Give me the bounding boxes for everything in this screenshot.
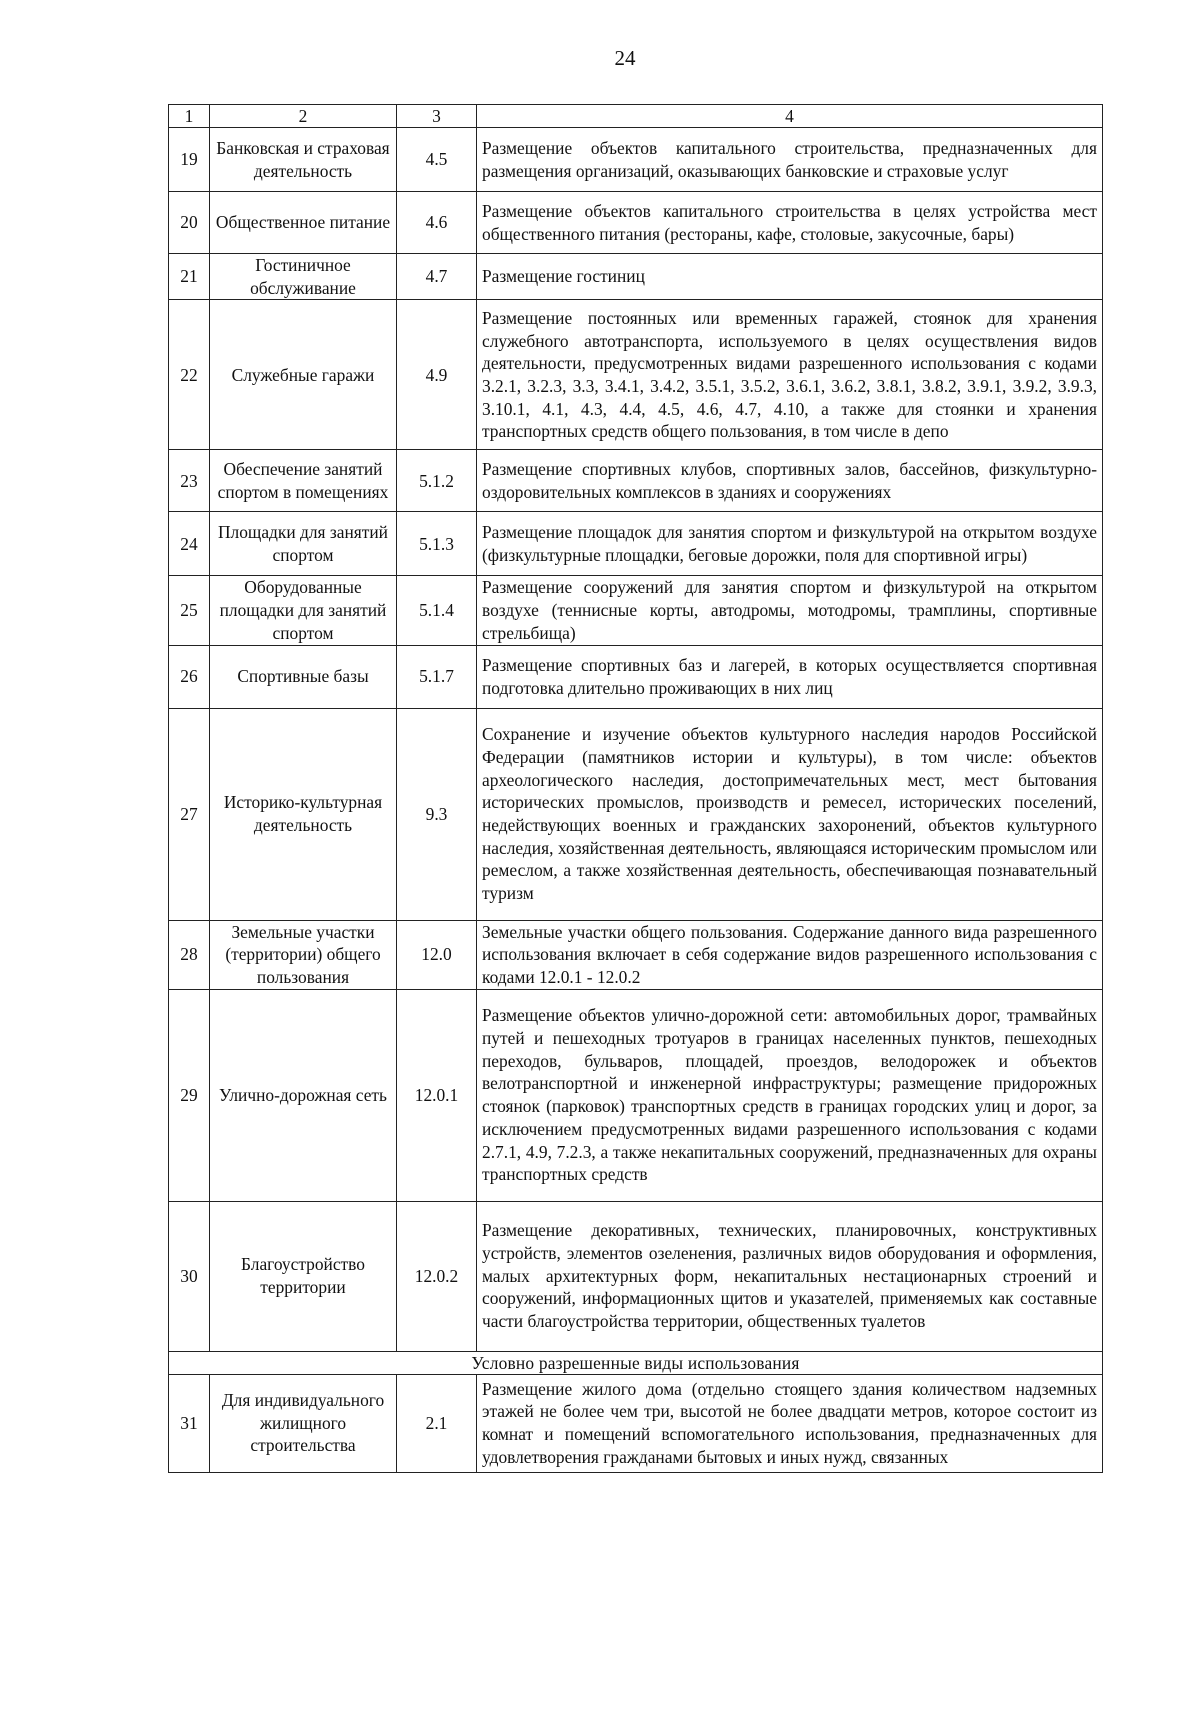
- row-use-code: 9.3: [397, 708, 477, 920]
- row-use-code: 5.1.4: [397, 576, 477, 645]
- row-number: 21: [169, 254, 210, 300]
- row-use-name: Служебные гаражи: [210, 300, 397, 450]
- row-use-name: Банковская и страховая деятельность: [210, 128, 397, 192]
- row-use-code: 12.0.2: [397, 1201, 477, 1351]
- header-col-2: 2: [210, 105, 397, 128]
- row-number: 20: [169, 192, 210, 254]
- row-number: 19: [169, 128, 210, 192]
- table-row: [169, 192, 1103, 254]
- row-description: Размещение постоянных или временных гаражей, стоянок для хранения служебного автотранспорта, используемого в целях осуществления видов деятельности, предусмотренных видами разрешенного использования с кодами 3.2.1, 3.2.3, 3.3, 3.4.1, 3.4.2, 3.5.1, 3.5.2, 3.6.1, 3.6.2, 3.8.1, 3.8.2, 3.9.1, 3.9.2, 3.9.3, 3.10.1, 4.1, 4.3, 4.4, 4.5, 4.6, 4.7, 4.10, а также для стоянки и хранения транспортных средств общего пользования, в том числе в депо: [477, 300, 1103, 450]
- row-use-name: Обеспечение занятий спортом в помещениях: [210, 450, 397, 512]
- row-description: Размещение спортивных баз и лагерей, в которых осуществляется спортивная подготовка длительно проживающих в них лиц: [477, 645, 1103, 708]
- table-row: [169, 300, 1103, 450]
- table-row: [169, 1201, 1103, 1351]
- row-description: Размещение объектов улично-дорожной сети: автомобильных дорог, трамвайных путей и пешеходных тротуаров в границах населенных пунктов, пешеходных переходов, бульваров, площадей, проездов, велодорожек и объектов велотранспортной и инженерной инфраструктуры; размещение придорожных стоянок (парковок) транспортных средств в границах городских улиц и дорог, за исключением предусмотренных видами разрешенного использования с кодами 2.7.1, 4.9, 7.2.3, а также некапитальных сооружений, предназначенных для охраны транспортных средств: [477, 989, 1103, 1201]
- header-col-3: 3: [397, 105, 477, 128]
- row-description: Размещение спортивных клубов, спортивных залов, бассейнов, физкультурно-оздоровительных комплексов в зданиях и сооружениях: [477, 450, 1103, 512]
- row-number: 22: [169, 300, 210, 450]
- table-row: [169, 989, 1103, 1201]
- row-use-code: 4.9: [397, 300, 477, 450]
- row-use-code: 5.1.3: [397, 512, 477, 576]
- table-row: [169, 450, 1103, 512]
- header-col-4: 4: [477, 105, 1103, 128]
- table-row: [169, 512, 1103, 576]
- row-description: Размещение объектов капитального строительства, предназначенных для размещения организаций, оказывающих банковские и страховые услуг: [477, 128, 1103, 192]
- table-row: [169, 645, 1103, 708]
- row-number: 28: [169, 920, 210, 989]
- row-use-name: Для индивидуального жилищного строительства: [210, 1374, 397, 1472]
- row-use-name: Гостиничное обслуживание: [210, 254, 397, 300]
- row-number: 29: [169, 989, 210, 1201]
- row-number: 25: [169, 576, 210, 645]
- row-description: Размещение площадок для занятия спортом и физкультурой на открытом воздухе (физкультурные площадки, беговые дорожки, поля для спортивной игры): [477, 512, 1103, 576]
- table-row: [169, 1374, 1103, 1472]
- row-use-code: 12.0.1: [397, 989, 477, 1201]
- row-description: Размещение гостиниц: [477, 254, 1103, 300]
- row-description: Размещение декоративных, технических, планировочных, конструктивных устройств, элементов озеленения, различных видов оборудования и оформления, малых архитектурных форм, некапитальных нестационарных строений и сооружений, информационных щитов и указателей, применяемых как составные части благоустройства территории, общественных туалетов: [477, 1201, 1103, 1351]
- row-description: Размещение жилого дома (отдельно стоящего здания количеством надземных этажей не более чем три, высотой не более двадцати метров, которое состоит из комнат и помещений вспомогательного использования, предназначенных для удовлетворения гражданами бытовых и иных нужд, связанных: [477, 1374, 1103, 1472]
- row-description: Размещение сооружений для занятия спортом и физкультурой на открытом воздухе (теннисные корты, автодромы, мотодромы, трамплины, спортивные стрельбища): [477, 576, 1103, 645]
- row-description: Размещение объектов капитального строительства в целях устройства мест общественного питания (рестораны, кафе, столовые, закусочные, бары): [477, 192, 1103, 254]
- row-use-name: Оборудованные площадки для занятий спортом: [210, 576, 397, 645]
- row-use-name: Улично-дорожная сеть: [210, 989, 397, 1201]
- row-use-code: 5.1.2: [397, 450, 477, 512]
- table-row: [169, 708, 1103, 920]
- row-number: 24: [169, 512, 210, 576]
- header-col-1: 1: [169, 105, 210, 128]
- row-use-code: 4.5: [397, 128, 477, 192]
- row-use-name: Общественное питание: [210, 192, 397, 254]
- row-use-name: Площадки для занятий спортом: [210, 512, 397, 576]
- table-row: [169, 254, 1103, 300]
- row-use-name: Земельные участки (территории) общего пользования: [210, 920, 397, 989]
- table-row: [169, 128, 1103, 192]
- row-description: Земельные участки общего пользования. Содержание данного вида разрешенного использования включает в себя содержание видов разрешенного использования с кодами 12.0.1 - 12.0.2: [477, 920, 1103, 989]
- row-description: Сохранение и изучение объектов культурного наследия народов Российской Федерации (памятников истории и культуры), в том числе: объектов археологического наследия, достопримечательных мест, мест бытования исторических промыслов, производств и ремесел, исторических поселений, недействующих военных и гражданских захоронений, объектов культурного наследия, хозяйственная деятельность, являющаяся историческим промыслом или ремеслом, а также хозяйственная деятельность, обеспечивающая познавательный туризм: [477, 708, 1103, 920]
- section-row: [169, 1351, 1103, 1374]
- row-use-code: 12.0: [397, 920, 477, 989]
- row-number: 27: [169, 708, 210, 920]
- row-number: 23: [169, 450, 210, 512]
- row-use-code: 2.1: [397, 1374, 477, 1472]
- land-use-table: [168, 104, 1103, 1473]
- row-use-code: 4.6: [397, 192, 477, 254]
- row-number: 31: [169, 1374, 210, 1472]
- row-use-code: 4.7: [397, 254, 477, 300]
- table-row: [169, 920, 1103, 989]
- page-number: 24: [614, 46, 636, 70]
- row-use-name: Благоустройство территории: [210, 1201, 397, 1351]
- table-row: [169, 576, 1103, 645]
- row-number: 26: [169, 645, 210, 708]
- row-use-code: 5.1.7: [397, 645, 477, 708]
- row-number: 30: [169, 1201, 210, 1351]
- section-title: Условно разрешенные виды использования: [169, 1351, 1103, 1374]
- header-row: [169, 105, 1103, 128]
- row-use-name: Спортивные базы: [210, 645, 397, 708]
- row-use-name: Историко-культурная деятельность: [210, 708, 397, 920]
